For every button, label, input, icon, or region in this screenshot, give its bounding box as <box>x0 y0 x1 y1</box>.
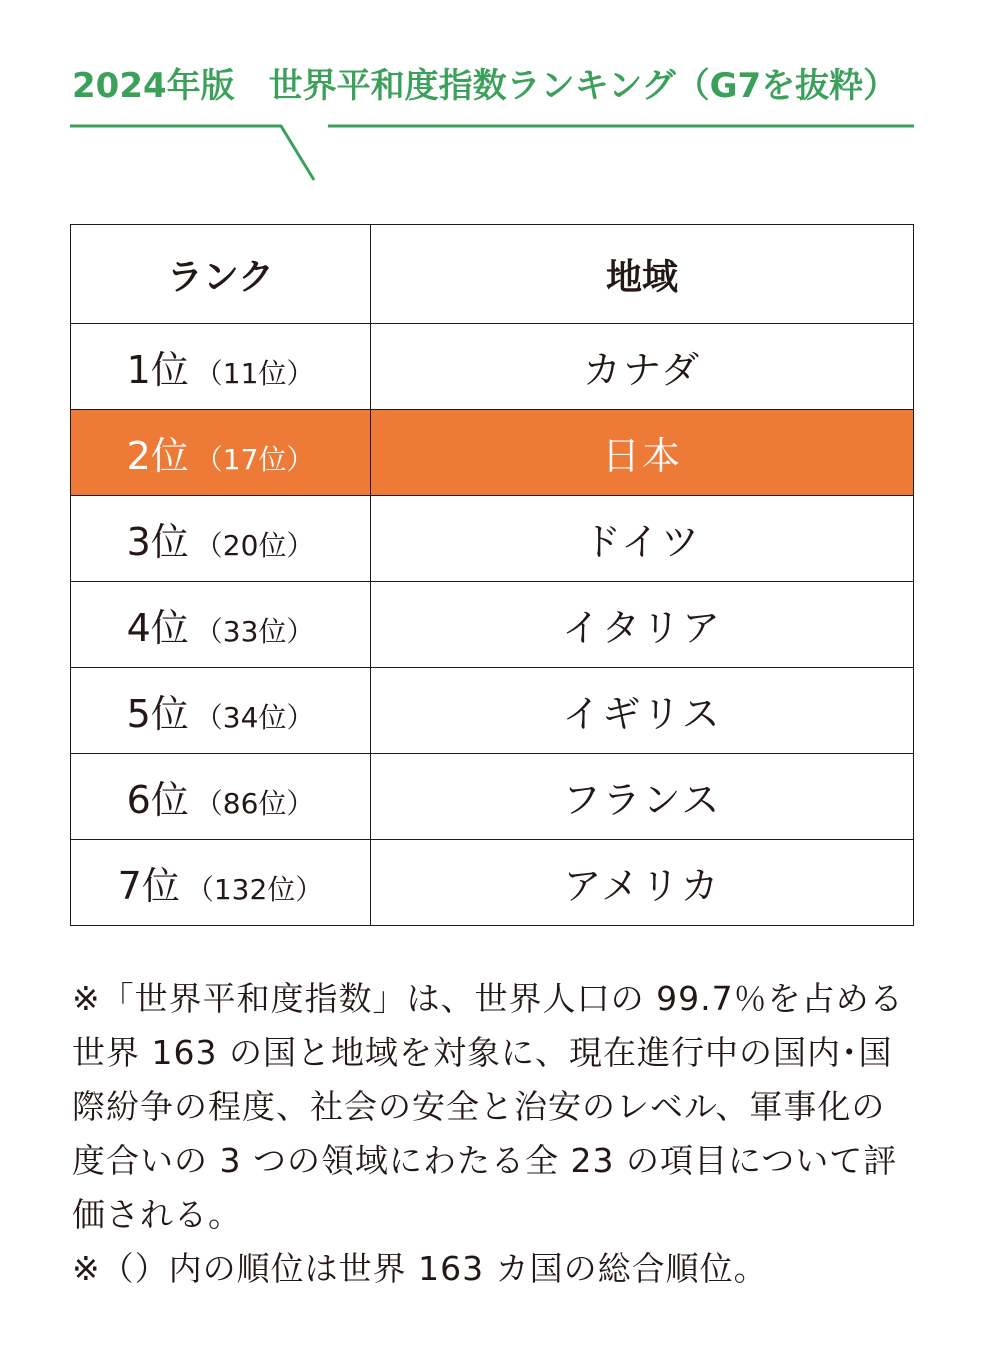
region-cell: カナダ <box>371 324 914 410</box>
footnotes <box>72 972 917 1296</box>
header-region: 地域 <box>371 225 914 324</box>
region-cell: フランス <box>371 754 914 840</box>
rank-cell <box>71 324 371 410</box>
region-cell: ドイツ <box>371 496 914 582</box>
rank-cell <box>71 668 371 754</box>
global-rank: （34位） <box>194 701 315 734</box>
footnote-index-description: ※「世界平和度指数」は、世界人口の 99.7％を占める世界 163 の国と地域を対象に、現在進行中の国内･国際紛争の程度、社会の安全と治安のレベル、軍事化の度合いの 3 つの領域にわたる全 23 の項目について評価される。 <box>72 979 904 1234</box>
footnote-parenthesis: ※（）内の順位は世界 163 カ国の総合順位。 <box>72 1249 768 1288</box>
g7-rank: 3位 <box>126 520 189 564</box>
g7-rank: 7位 <box>117 864 180 908</box>
region-cell: アメリカ <box>371 840 914 926</box>
global-rank: （17位） <box>194 443 315 476</box>
title-underline <box>0 0 986 200</box>
title-main: 世界平和度指数ランキング（G7を抜粋） <box>268 66 898 106</box>
title-year: 2024年版 <box>72 66 235 106</box>
global-rank: （86位） <box>194 787 315 820</box>
ranking-table <box>70 224 914 926</box>
g7-rank: 1位 <box>126 348 189 392</box>
region-cell: イギリス <box>371 668 914 754</box>
region-cell: イタリア <box>371 582 914 668</box>
table-row <box>71 582 914 668</box>
rank-cell <box>71 582 371 668</box>
table-row <box>71 754 914 840</box>
region-cell: 日本 <box>371 410 914 496</box>
g7-rank: 6位 <box>126 778 189 822</box>
table-row <box>71 324 914 410</box>
table-header-row <box>71 225 914 324</box>
header-rank: ランク <box>71 225 371 324</box>
rank-cell <box>71 840 371 926</box>
table-row <box>71 668 914 754</box>
table-row-highlighted <box>71 410 914 496</box>
rank-cell <box>71 410 371 496</box>
title-underline-left <box>70 126 314 180</box>
g7-rank: 5位 <box>126 692 189 736</box>
table-row <box>71 840 914 926</box>
global-rank: （33位） <box>194 615 315 648</box>
global-rank: （132位） <box>185 873 324 906</box>
rank-cell <box>71 754 371 840</box>
global-rank: （11位） <box>194 357 315 390</box>
g7-rank: 2位 <box>126 434 189 478</box>
global-rank: （20位） <box>194 529 315 562</box>
rank-cell <box>71 496 371 582</box>
g7-rank: 4位 <box>126 606 189 650</box>
table-row <box>71 496 914 582</box>
